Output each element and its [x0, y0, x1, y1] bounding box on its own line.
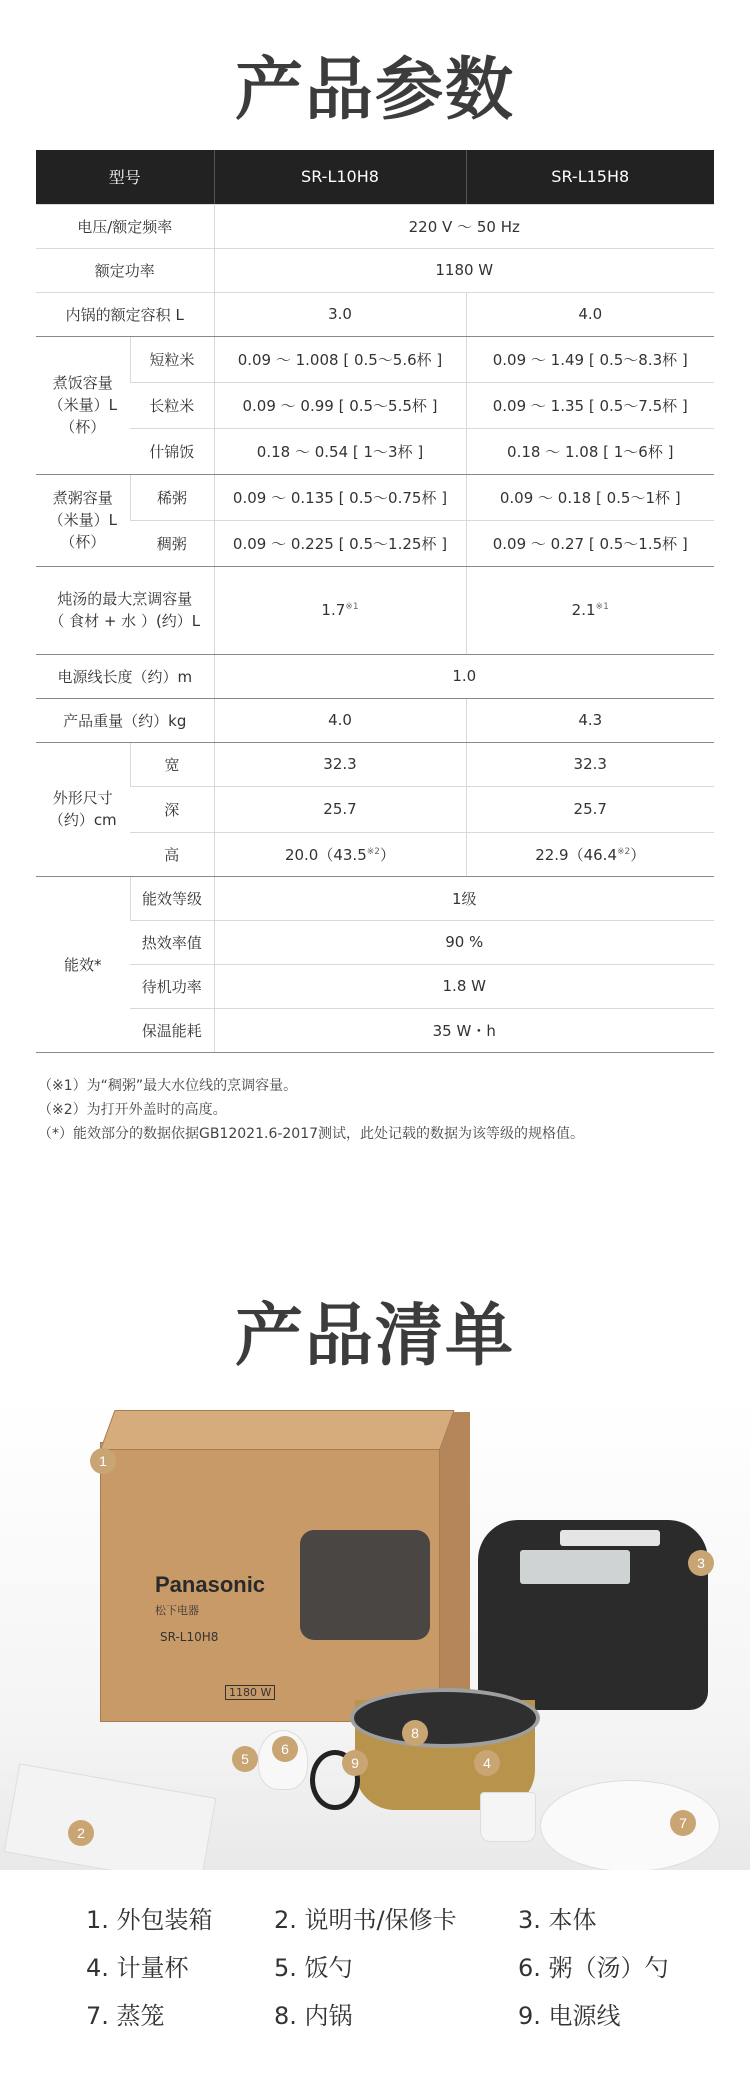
rice-row-value-1: 0.18 ～ 0.54 [ 1～3杯 ] — [214, 428, 466, 474]
height-value-1-text: 20.0（43.5 — [284, 845, 367, 864]
energy-row-label: 待机功率 — [130, 964, 214, 1008]
rice-row-label: 什锦饭 — [130, 428, 214, 474]
footnote: （*）能效部分的数据依据GB12021.6-2017测试，此处记载的数据为该等级的规格值。 — [38, 1126, 585, 1142]
number-badge: 5 — [232, 1746, 258, 1772]
measuring-cup — [480, 1792, 536, 1842]
list-row — [86, 1996, 736, 2044]
box-brand-sub: 松下电器 — [155, 1604, 199, 1617]
list-item: 6. 粥（汤）勺 — [518, 1954, 669, 1982]
list-item: 3. 本体 — [518, 1906, 597, 1934]
soup-label-line2: （ 食材 + 水 ）(约）L — [49, 612, 201, 630]
box-model-label: SR-L10H8 — [160, 1630, 219, 1644]
soup-value-2 — [466, 566, 714, 654]
section-title-specs: 产品参数 — [234, 51, 515, 130]
energy-group-label: 能效* — [36, 876, 130, 1052]
energy-row-label: 保温能耗 — [130, 1008, 214, 1052]
footnote: （※2）为打开外盖时的高度。 — [38, 1102, 227, 1118]
rice-row-value-1: 0.09 ～ 0.99 [ 0.5～5.5杯 ] — [214, 382, 466, 428]
rice-row-value-1: 0.09 ～ 1.008 [ 0.5～5.6杯 ] — [214, 336, 466, 382]
rice-row-label: 短粒米 — [130, 336, 214, 382]
cord-label: 电源线长度（约）m — [36, 654, 214, 698]
rice-row-label: 长粒米 — [130, 382, 214, 428]
size-row-value-1: 25.7 — [214, 786, 466, 832]
number-badge: 4 — [474, 1750, 500, 1776]
energy-row-value: 1级 — [214, 876, 714, 920]
voltage-value: 220 V ～ 50 Hz — [214, 204, 714, 248]
rice-group-line1: 煮饭容量 — [52, 374, 113, 392]
soup-note-1: ※1 — [345, 602, 359, 612]
height-note-1: ※2 — [366, 846, 381, 857]
list-row — [86, 1900, 736, 1948]
number-badge: 2 — [68, 1820, 94, 1846]
height-close-1: ） — [380, 845, 396, 864]
rice-row-value-2: 0.09 ～ 1.49 [ 0.5～8.3杯 ] — [466, 336, 714, 382]
height-value-1 — [214, 832, 466, 876]
contents-list — [86, 1900, 736, 2044]
height-value-2 — [466, 832, 714, 876]
size-group-line1: 外形尺寸 — [52, 789, 113, 807]
power-value: 1180 W — [214, 248, 714, 292]
capacity-value-2: 4.0 — [466, 292, 714, 336]
energy-row-value: 35 W・h — [214, 1008, 714, 1052]
height-note-2: ※2 — [617, 846, 631, 857]
capacity-label: 内锅的额定容积 L — [36, 292, 214, 336]
box-side — [440, 1412, 470, 1712]
porridge-group-line1: 煮粥容量 — [52, 489, 113, 507]
list-item: 1. 外包装箱 — [86, 1906, 213, 1934]
porridge-group-line2: （米量）L（杯） — [48, 511, 117, 551]
porridge-group-label — [36, 474, 130, 566]
rice-row-value-2: 0.09 ～ 1.35 [ 0.5～7.5杯 ] — [466, 382, 714, 428]
number-badge: 3 — [688, 1550, 714, 1576]
number-badge: 8 — [402, 1720, 428, 1746]
box-top-flap — [100, 1410, 455, 1450]
rice-cooker-body — [478, 1520, 708, 1710]
number-badge: 1 — [90, 1448, 116, 1474]
voltage-label: 电压/额定频率 — [36, 204, 214, 248]
number-badge: 6 — [272, 1736, 298, 1762]
weight-value-2: 4.3 — [466, 698, 714, 742]
manual-sheet — [4, 1763, 217, 1870]
list-item: 7. 蒸笼 — [86, 2002, 165, 2030]
cord-value: 1.0 — [214, 654, 714, 698]
box-printed-cooker — [300, 1530, 430, 1640]
product-contents-photo — [0, 1400, 750, 1870]
number-badge: 9 — [342, 1750, 368, 1776]
size-group-line2: （约）cm — [48, 811, 117, 829]
capacity-value-1: 3.0 — [214, 292, 466, 336]
rice-row-value-2: 0.18 ～ 1.08 [ 1～6杯 ] — [466, 428, 714, 474]
spec-table — [36, 150, 714, 1053]
power-label: 额定功率 — [36, 248, 214, 292]
energy-row-value: 90 % — [214, 920, 714, 964]
soup-value-1 — [214, 566, 466, 654]
weight-label: 产品重量（约）kg — [36, 698, 214, 742]
weight-value-1: 4.0 — [214, 698, 466, 742]
footnote: （※1）为“稠粥”最大水位线的烹调容量。 — [38, 1078, 298, 1094]
list-row — [86, 1948, 736, 1996]
section-title-contents: 产品清单 — [234, 1297, 515, 1376]
size-row-value-1: 32.3 — [214, 742, 466, 786]
cooker-lid-handle — [560, 1530, 660, 1546]
size-group-label — [36, 742, 130, 876]
porridge-row-value-1: 0.09 ～ 0.135 [ 0.5～0.75杯 ] — [214, 474, 466, 520]
box-brand-logo: Panasonic — [155, 1572, 266, 1597]
energy-row-label: 热效率值 — [130, 920, 214, 964]
size-row-label: 深 — [130, 786, 214, 832]
height-label: 高 — [130, 832, 214, 876]
soup-value-1-text: 1.7 — [321, 601, 346, 619]
header-model-1: SR-L10H8 — [214, 150, 466, 204]
list-item: 8. 内锅 — [274, 2002, 353, 2030]
size-row-label: 宽 — [130, 742, 214, 786]
soup-note-2: ※1 — [595, 602, 609, 612]
size-row-value-2: 25.7 — [466, 786, 714, 832]
rice-group-label — [36, 336, 130, 474]
list-item: 4. 计量杯 — [86, 1954, 189, 1982]
footnotes — [38, 1074, 728, 1146]
porridge-row-value-2: 0.09 ～ 0.27 [ 0.5～1.5杯 ] — [466, 520, 714, 566]
header-model-2: SR-L15H8 — [466, 150, 714, 204]
list-item: 5. 饭勺 — [274, 1954, 353, 1982]
soup-label — [36, 566, 214, 654]
soup-label-line1: 炖汤的最大烹调容量 — [57, 590, 193, 608]
list-item: 9. 电源线 — [518, 2002, 621, 2030]
height-close-2: ） — [630, 845, 646, 864]
box-watt-label: 1180 W — [225, 1685, 275, 1700]
size-row-value-2: 32.3 — [466, 742, 714, 786]
list-item: 2. 说明书/保修卡 — [274, 1906, 457, 1934]
height-value-2-text: 22.9（46.4 — [535, 845, 617, 864]
rice-group-line2: （米量）L（杯） — [48, 396, 117, 436]
energy-row-label: 能效等级 — [130, 876, 214, 920]
porridge-row-value-1: 0.09 ～ 0.225 [ 0.5～1.25杯 ] — [214, 520, 466, 566]
header-model: 型号 — [36, 150, 214, 204]
porridge-row-value-2: 0.09 ～ 0.18 [ 0.5～1杯 ] — [466, 474, 714, 520]
number-badge: 7 — [670, 1810, 696, 1836]
inner-pot-rim — [350, 1688, 540, 1748]
porridge-row-label: 稀粥 — [130, 474, 214, 520]
energy-row-value: 1.8 W — [214, 964, 714, 1008]
soup-value-2-text: 2.1 — [571, 601, 596, 619]
porridge-row-label: 稠粥 — [130, 520, 214, 566]
cooker-display-panel — [520, 1550, 630, 1584]
